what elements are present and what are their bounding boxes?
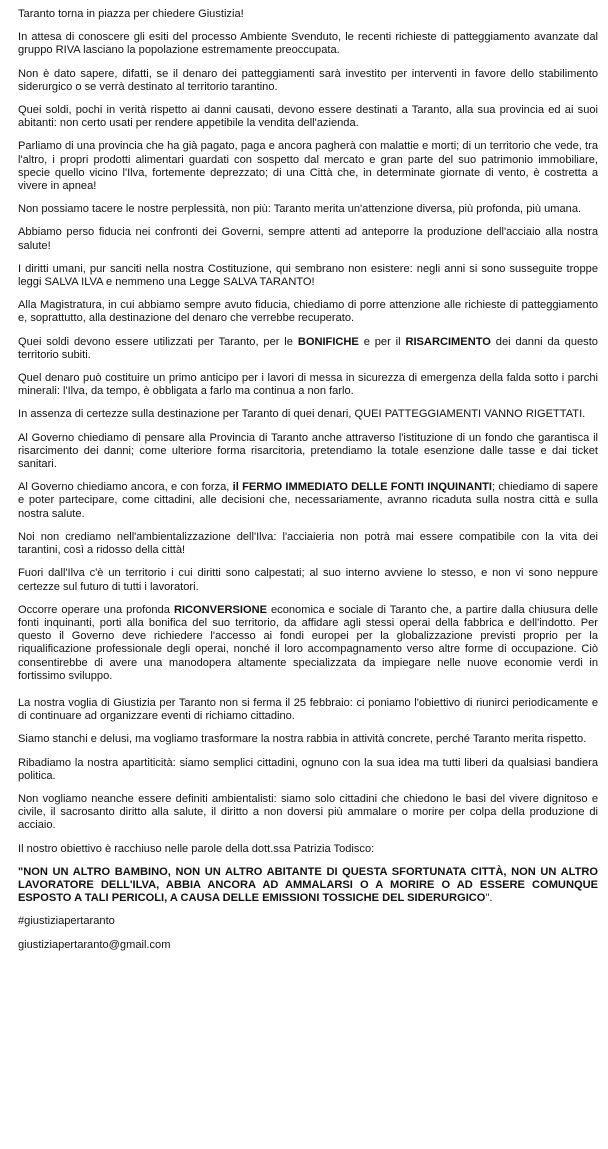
paragraph-13-text: Al Governo chiediamo ancora, e con forza,: [18, 481, 233, 494]
paragraph-16: [18, 604, 598, 683]
paragraph-3: Quei soldi, pochi in verità rispetto ai danni causati, devono essere destinati a Taranto, alla sua provincia ed ai suoi abitanti: non certo usati per rendere appetibile la vendita dell'azienda.: [18, 104, 598, 130]
paragraph-20: Non vogliamo neanche essere definiti ambientalisti: siamo solo cittadini che chiedono le basi del vivere dignitoso e civile, il sacrosanto diritto alla salute, il diritto a non doversi più ammalare o morire per colpa della produzione di acciaio.: [18, 792, 598, 832]
bonifiche-emphasis: BONIFICHE: [297, 335, 359, 348]
paragraph-21: Il nostro obiettivo è racchiuso nelle parole della dott.ssa Patrizia Todisco:: [18, 842, 375, 855]
paragraph-15: Fuori dall'Ilva c'è un territorio i cui diritti sono calpestati; al suo interno avviene lo stesso, e non vi sono neppure certezze sul futuro di tutti i lavoratori.: [18, 567, 598, 593]
paragraph-13-text: ; chiediamo di sapere e poter partecipare, come cittadini, alle decisioni che, necessariamente, avranno ricaduta sulla nostra città e sulla nostra salute.: [18, 481, 598, 520]
paragraph-7: I diritti umani, pur sanciti nella nostra Costituzione, qui sembrano non esistere: negli anni si sono susseguite troppe leggi SALVA ILVA e nemmeno una Legge SALVA TARANTO!: [18, 262, 598, 289]
paragraph-18: Siamo stanchi e delusi, ma vogliamo trasformare la nostra rabbia in attività concrete, perché Taranto merita rispetto.: [18, 733, 587, 746]
paragraph-16-text: Occorre operare una profonda: [18, 603, 174, 616]
paragraph-9-text: Quei soldi devono essere utilizzati per Taranto, per le: [18, 335, 298, 348]
paragraph-14: Noi non crediamo nell'ambientalizzazione dell'Ilva: l'acciaieria non potrà mai essere compatibile con la vita dei tarantini, così a ridosso della città!: [18, 530, 598, 557]
document-title: Taranto torna in piazza per chiedere Giustizia!: [18, 8, 244, 20]
riconversione-emphasis: RICONVERSIONE: [173, 603, 268, 616]
paragraph-17: La nostra voglia di Giustizia per Taranto non si ferma il 25 febbraio: ci poniamo l'obiettivo di riunirci periodicamente e di continuare ad organizzare eventi di richiamo cittadino.: [18, 696, 598, 723]
quote-text: "NON UN ALTRO BAMBINO, NON UN ALTRO ABITANTE DI QUESTA SFORTUNATA CITTÀ, NON UN ALTRO LAVORATORE DELL'ILVA, ABBIA ANCORA AD AMMALARSI O A MORIRE O AD ESSERE COMUNQUE ESPOSTO A TALI PERICOLI, A CAUSA DELLE EMISSIONI TOSSICHE DEL SIDERURGICO: [18, 865, 598, 905]
contact-email[interactable]: giustiziapertaranto@gmail.com: [18, 938, 171, 951]
paragraph-8: Alla Magistratura, in cui abbiamo sempre avuto fiducia, chiediamo di porre attenzione alle richieste di patteggiamento e, soprattutto, alla destinazione del denaro che verrebbe recuperato.: [18, 299, 598, 325]
paragraph-13: [18, 481, 598, 521]
paragraph-5: Non possiamo tacere le nostre perplessità, non più: Taranto merita un'attenzione diversa, più profonda, più umana.: [18, 203, 582, 216]
paragraph-9-text: e per il: [358, 335, 406, 348]
paragraph-10: Quel denaro può costituire un primo anticipo per i lavori di messa in sicurezza di emergenza della falda sotto i parchi minerali: l'Ilva, da tempo, è obbligata a farlo ma continua a non farlo.: [18, 372, 598, 398]
risarcimento-emphasis: RISARCIMENTO: [405, 335, 491, 348]
todisco-quote: [18, 866, 598, 906]
fermo-immediato-emphasis: il FERMO IMMEDIATO DELLE FONTI INQUINANTI: [232, 481, 492, 494]
paragraph-2: Non è dato sapere, difatti, se il denaro dei patteggiamenti sarà investito per interventi in favore dello stabilimento siderurgico o se verrà destinato al territorio tarantino.: [18, 67, 598, 93]
paragraph-1: In attesa di conoscere gli esiti del processo Ambiente Svenduto, le recenti richieste di patteggiamento avanzate dal gruppo RIVA lasciano la popolazione estremamente preoccupata.: [18, 31, 598, 57]
paragraph-9-text: dei danni da questo territorio subiti.: [18, 335, 598, 361]
paragraph-19: Ribadiamo la nostra apartiticità: siamo semplici cittadini, ognuno con la sua idea ma tutti liberi da qualsiasi bandiera politica.: [18, 756, 598, 782]
quote-end: ".: [485, 892, 493, 905]
paragraph-12: Al Governo chiediamo di pensare alla Provincia di Taranto anche attraverso l'istituzione di un fondo che garantisca il risarcimento dei danni; come ulteriore forma risarcitoria, pretendiamo la totale esenzione dalle tasse e dai ticket sanitari.: [18, 431, 598, 471]
paragraph-6: Abbiamo perso fiducia nei confronti dei Governi, sempre attenti ad anteporre la produzione dell'acciaio alla nostra salute!: [18, 226, 598, 252]
paragraph-9: [18, 336, 598, 362]
paragraph-16-text: economica e sociale di Taranto che, a partire dalla chiusura delle fonti inquinanti, porti alla bonifica del suo territorio, da affidare agli stessi operai della fabbrica e dell'indotto. Per questo il Governo deve richiedere l'accesso ai fondi europei per la globalizzazione previsti proprio per la riqualificazione professionale degli operai, nonché il loro accompagnamento verso altre forme di occupazione. Ciò consentirebbe di avere una manodopera altamente specializzata da impiegare nelle nuove economie verdi in fortissimo sviluppo.: [18, 603, 598, 682]
hashtag[interactable]: #giustiziapertaranto: [18, 915, 115, 928]
paragraph-11: In assenza di certezze sulla destinazione per Taranto di quei denari, QUEI PATTEGGIAMENTI VANNO RIGETTATI.: [18, 408, 586, 421]
paragraph-4: Parliamo di una provincia che ha già pagato, paga e ancora pagherà con malattie e morti; di un territorio che vede, tra l'altro, i propri prodotti alimentari guardati con sospetto dal mercato e gran parte del suo patrimonio immobiliare, specie quello vicino l'Ilva, fortemente deprezzato; di una Città che, in determinate giornate di vento, è costretta a vivere in apnea!: [18, 140, 598, 193]
